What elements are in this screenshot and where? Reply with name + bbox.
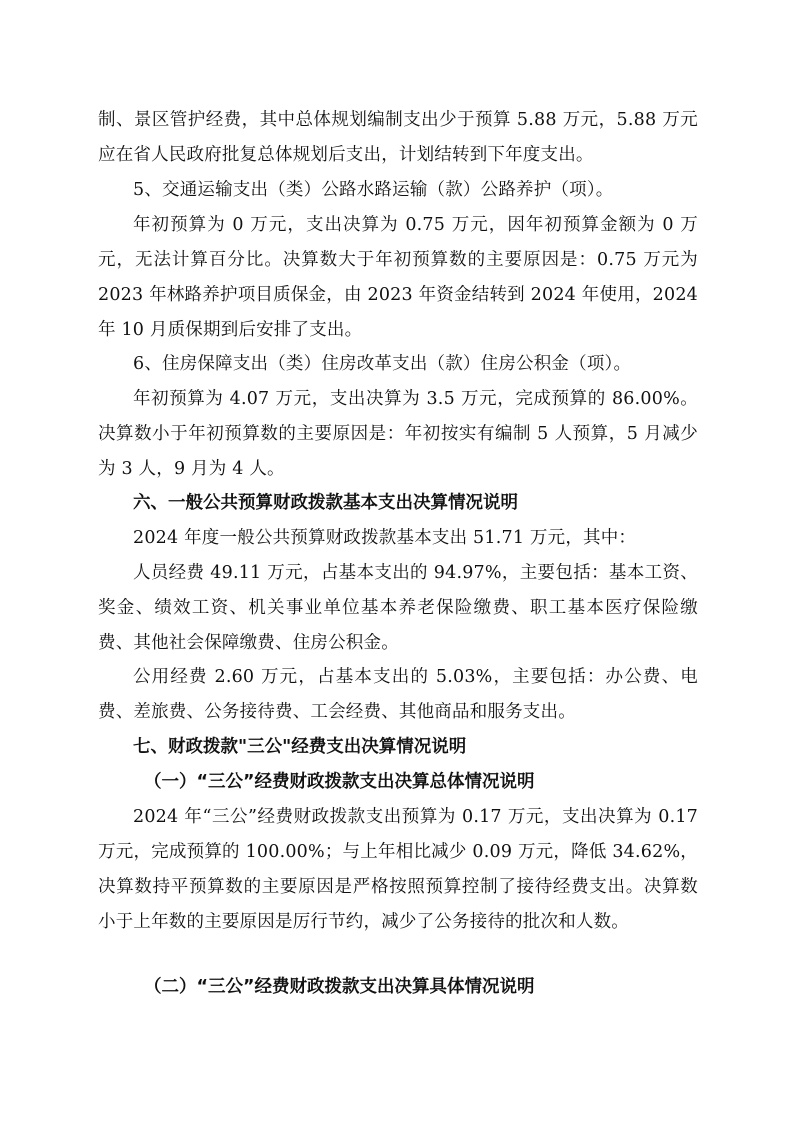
subsection-heading-7-2: （二）“三公”经费财政拨款支出决算具体情况说明 [144,977,535,997]
section-heading-7: 七、财政拨款"三公"经费支出决算情况说明 [133,737,467,757]
paragraph-landscape-management: 制、景区管护经费，其中总体规划编制支出少于预算 5.88 万元，5.88 万元应在省人民政府批复总体规划后支出，计划结转到下年度支出。 [98,110,698,165]
paragraph-transport-detail: 年初预算为 0 万元，支出决算为 0.75 万元，因年初预算金额为 0 万元，无法计算百分比。决算数大于年初预算数的主要原因是：0.75 万元为 2023 年林路养护项目质保金，由 2023 年资金结转到 2024 年使用，2024 年 10 月质保期到后安排了支出。 [98,215,698,340]
paragraph-transport-item: 5、交通运输支出（类）公路水路运输（款）公路养护（项）。 [133,180,614,200]
paragraph-public-expense: 公用经费 2.60 万元，占基本支出的 5.03%，主要包括：办公费、电费、差旅费、公务接待费、工会经费、其他商品和服务支出。 [98,667,698,722]
subsection-heading-7-1: （一）“三公”经费财政拨款支出决算总体情况说明 [144,772,535,792]
paragraph-personnel-expense: 人员经费 49.11 万元，占基本支出的 94.97%，主要包括：基本工资、奖金、绩效工资、机关事业单位基本养老保险缴费、职工基本医疗保险缴费、其他社会保障缴费、住房公积金。 [98,563,698,653]
section-heading-6: 六、一般公共预算财政拨款基本支出决算情况说明 [133,493,518,513]
paragraph-housing-item: 6、住房保障支出（类）住房改革支出（款）住房公积金（项）。 [133,354,632,374]
paragraph-three-public-overall: 2024 年“三公”经费财政拨款支出预算为 0.17 万元，支出决算为 0.17 万元，完成预算的 100.00%；与上年相比减少 0.09 万元，降低 34.62%，决算数持平预算数的主要原因是严格按照预算控制了接待经费支出。决算数小于上年数的主要原因是厉行节约，减少了公务接待的批次和人数。 [98,807,698,932]
paragraph-basic-expenditure: 2024 年度一般公共预算财政拨款基本支出 51.71 万元，其中： [133,528,637,548]
paragraph-housing-detail: 年初预算为 4.07 万元，支出决算为 3.5 万元，完成预算的 86.00%。决算数小于年初预算数的主要原因是：年初按实有编制 5 人预算，5 月减少为 3 人，9 月为 4 人。 [98,389,698,479]
